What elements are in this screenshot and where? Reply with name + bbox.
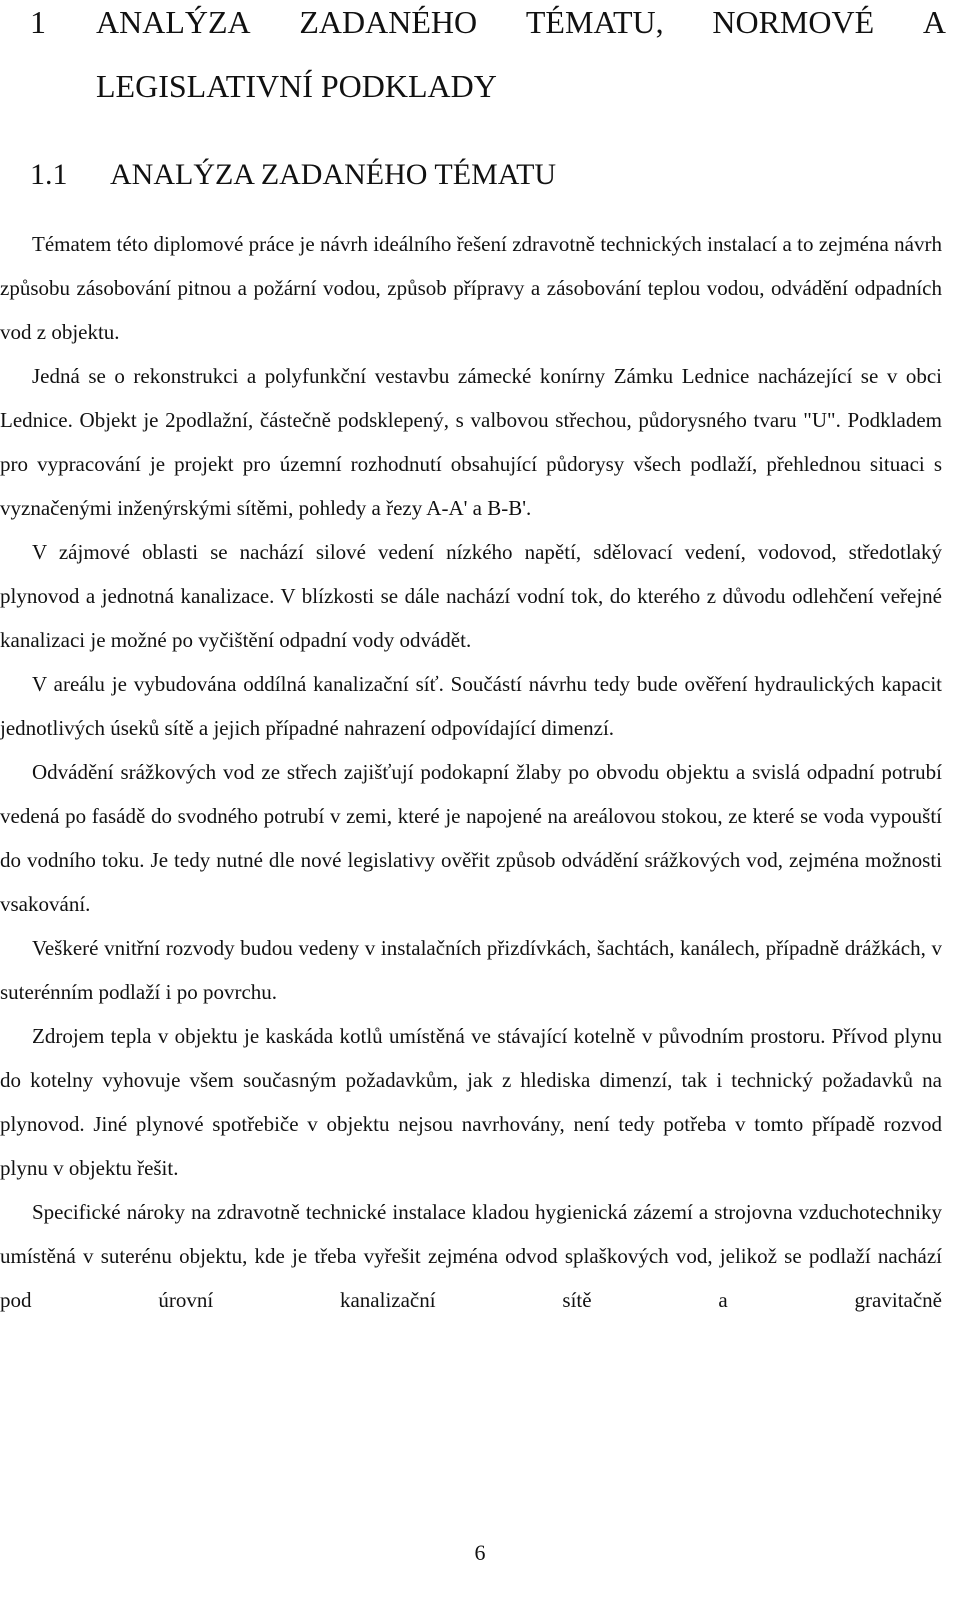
chapter-title-word: ANALÝZA [96,4,251,40]
chapter-number: 1 [30,4,46,40]
paragraph: V zájmové oblasti se nachází silové vedení nízkého napětí, sdělovací vedení, vodovod, středotlaký plynovod a jednotná kanalizace. V blízkosti se dále nachází vodní tok, do kterého z důvodu odlehčení veřejné kanalizaci je možné po vyčištění odpadní vody odvádět. [0,540,942,652]
paragraph: Specifické nároky na zdravotně technické instalace kladou hygienická zázemí a strojovna vzduchotechniky umístěná v suterénu objektu, kde je třeba vyřešit zejména odvod splaškových vod, jelikož se podlaží nachází pod úrovní kanalizační sítě a gravitačně [0,1200,942,1312]
page-number: 6 [474,1540,486,1565]
paragraph: V areálu je vybudována oddílná kanalizační síť. Součástí návrhu tedy bude ověření hydraulických kapacit jednotlivých úseků sítě a jejich případné nahrazení odpovídající dimenzí. [0,672,942,740]
section-number: 1.1 [30,158,68,191]
paragraph: Odvádění srážkových vod ze střech zajišťují podokapní žlaby po obvodu objektu a svislá odpadní potrubí vedená po fasádě do svodného potrubí v zemi, které je napojené na areálovou stokou, ze které se voda vypouští do vodního toku. Je tedy nutné dle nové legislativy ověřit způsob odvádění srážkových vod, zejména možnosti vsakování. [0,760,942,916]
paragraph: Veškeré vnitřní rozvody budou vedeny v instalačních přizdívkách, šachtách, kanálech, případně drážkách, v suterénním podlaží i po povrchu. [0,936,942,1004]
chapter-title-word: TÉMATU, [525,4,664,40]
chapter-title-word: A [922,4,946,40]
chapter-title-line-2: LEGISLATIVNÍ PODKLADY [96,68,497,104]
paragraph: Jedná se o rekonstrukci a polyfunkční vestavbu zámecké konírny Zámku Lednice nacházející se v obci Lednice. Objekt je 2podlažní, částečně podsklepený, s valbovou střechou, půdorysného tvaru "U". Podkladem pro vypracování je projekt pro územní rozhodnutí obsahující půdorysy všech podlaží, přehlednou situaci s vyznačenými inženýrskými sítěmi, pohledy a řezy A-A' a B-B'. [0,364,942,520]
chapter-heading [0,0,950,120]
section-heading [30,155,556,195]
chapter-title-word: ZADANÉHO [299,4,478,40]
paragraph: Tématem této diplomové práce je návrh ideálního řešení zdravotně technických instalací a to zejména návrh způsobu zásobování pitnou a požární vodou, způsob přípravy a zásobování teplou vodou, odvádění odpadních vod z objektu. [0,232,942,344]
chapter-title-line-1 [96,2,946,42]
paragraph: Zdrojem tepla v objektu je kaskáda kotlů umístěná ve stávající kotelně v původním prostoru. Přívod plynu do kotelny vyhovuje všem současným požadavkům, jak z hlediska dimenzí, tak i technický požadavků na plynovod. Jiné plynové spotřebiče v objektu nejsou navrhovány, není tedy potřeba v tomto případě rozvod plynu v objektu řešit. [0,1024,942,1180]
body-text [0,222,942,1322]
chapter-title-word: NORMOVÉ [712,4,875,40]
section-title: ANALÝZA ZADANÉHO TÉMATU [110,158,557,191]
